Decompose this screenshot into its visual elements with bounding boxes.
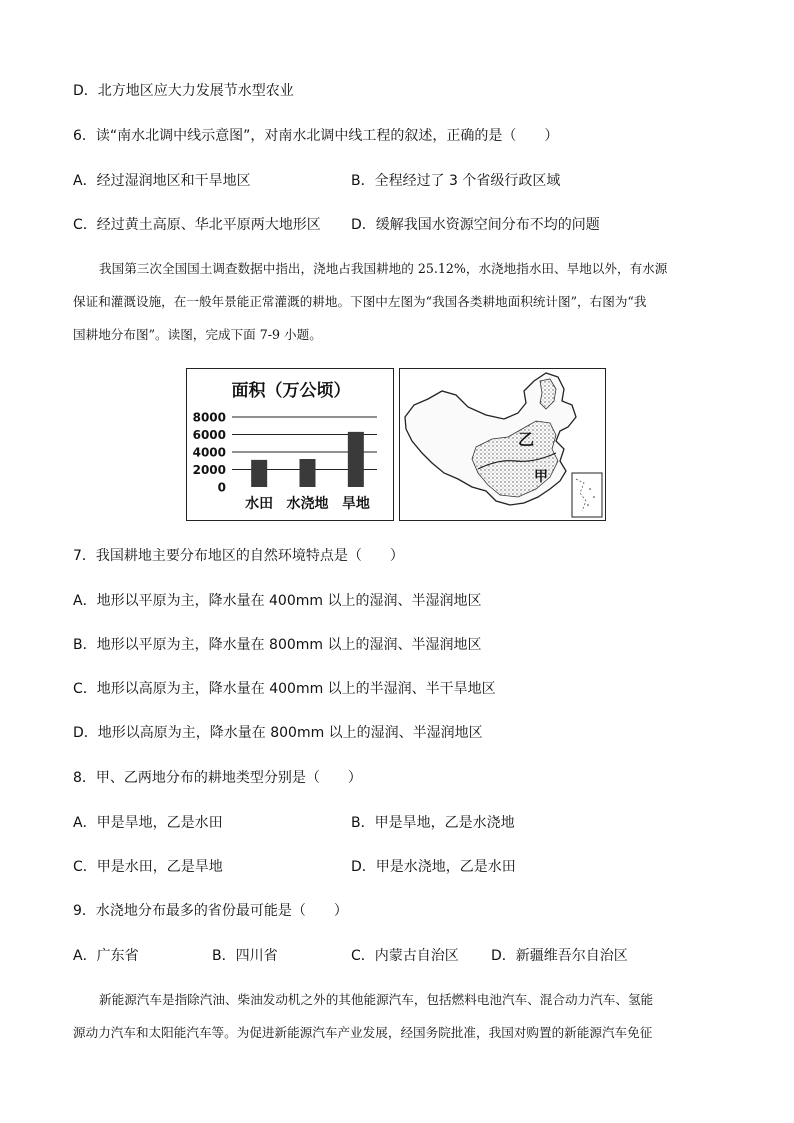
q7-stem: 7．我国耕地主要分布地区的自然环境特点是（ ） [73,548,404,564]
q8-option-d: D．甲是水浇地，乙是水田 [351,859,516,875]
china-map-svg [400,369,605,520]
y-tick-label-3: 6000 [192,428,226,442]
bar-旱地 [348,432,364,487]
x-category-label-0: 水田 [245,496,274,512]
x-category-label-2: 旱地 [341,496,370,512]
q9-option-a: A．广东省 [73,948,139,964]
q8-option-b: B．甲是旱地，乙是水浇地 [351,815,515,831]
q6-stem: 6．读“南水北调中线示意图”，对南水北调中线工程的叙述，正确的是（ ） [73,128,559,144]
farmland-area-chart [186,368,394,521]
q9-option-c: C．内蒙古自治区 [351,948,459,964]
q5-option-d: D．北方地区应大力发展节水型农业 [73,83,294,99]
q7-option-d: D．地形以高原为主，降水量在 800mm 以上的湿润、半湿润地区 [73,725,483,741]
q9-stem: 9．水浇地分布最多的省份最可能是（ ） [73,903,348,919]
farmland-distribution-map [399,368,606,521]
y-tick-label-4: 8000 [192,410,226,425]
farmland-area-chart-svg [187,369,393,520]
q7-option-c: C．地形以高原为主，降水量在 400mm 以上的半湿润、半干旱地区 [73,681,496,697]
q7-option-a: A．地形以平原为主，降水量在 400mm 以上的湿润、半湿润地区 [73,593,482,609]
y-tick-label-1: 2000 [192,463,226,477]
q9-option-d: D．新疆维吾尔自治区 [491,948,628,964]
bar-水浇地 [300,459,316,487]
chart-title: 面积（万公顷） [231,381,351,401]
q8-option-c: C．甲是水田，乙是旱地 [73,859,223,875]
y-tick-label-2: 4000 [192,445,226,460]
q8-stem: 8．甲、乙两地分布的耕地类型分别是（ ） [73,770,362,786]
q7-option-b: B．地形以平原为主，降水量在 800mm 以上的湿润、半湿润地区 [73,637,482,653]
y-tick-label-0: 0 [217,480,226,495]
q9-option-b: B．四川省 [212,948,278,964]
q6-option-d: D．缓解我国水资源空间分布不均的问题 [351,217,600,233]
map-label-yi: 乙 [518,430,535,449]
passage-farmland [73,259,728,345]
passage-new-energy-line-2: 源动力汽车和太阳能汽车等。为促进新能源汽车产业发展，经国务院批准，我国对购置的新能源汽车免征 [73,1025,653,1040]
passage-farmland-line-2: 保证和灌溉设施，在一般年景能正常灌溉的耕地。下图中左图为“我国各类耕地面积统计图”，右图为“我 [73,294,647,309]
map-label-jia: 甲 [534,469,548,485]
passage-farmland-line-3: 国耕地分布图”。读图，完成下面 7-9 小题。 [73,327,322,342]
q6-option-c: C．经过黄土高原、华北平原两大地形区 [73,217,321,233]
q8-option-a: A．甲是旱地，乙是水田 [73,815,223,831]
passage-farmland-line-1: 我国第三次全国国土调查数据中指出，浇地占我国耕地的 25.12%，水浇地指水田、旱地以外，有水源 [99,261,668,276]
bar-水田 [251,460,267,487]
q6-option-a: A．经过湿润地区和干旱地区 [73,173,251,189]
q6-option-b: B．全程经过了 3 个省级行政区域 [351,173,561,189]
x-category-label-1: 水浇地 [286,496,329,512]
passage-new-energy [73,990,728,1043]
passage-new-energy-line-1: 新能源汽车是指除汽油、柴油发动机之外的其他能源汽车，包括燃料电池汽车、混合动力汽车、氢能 [99,992,654,1007]
